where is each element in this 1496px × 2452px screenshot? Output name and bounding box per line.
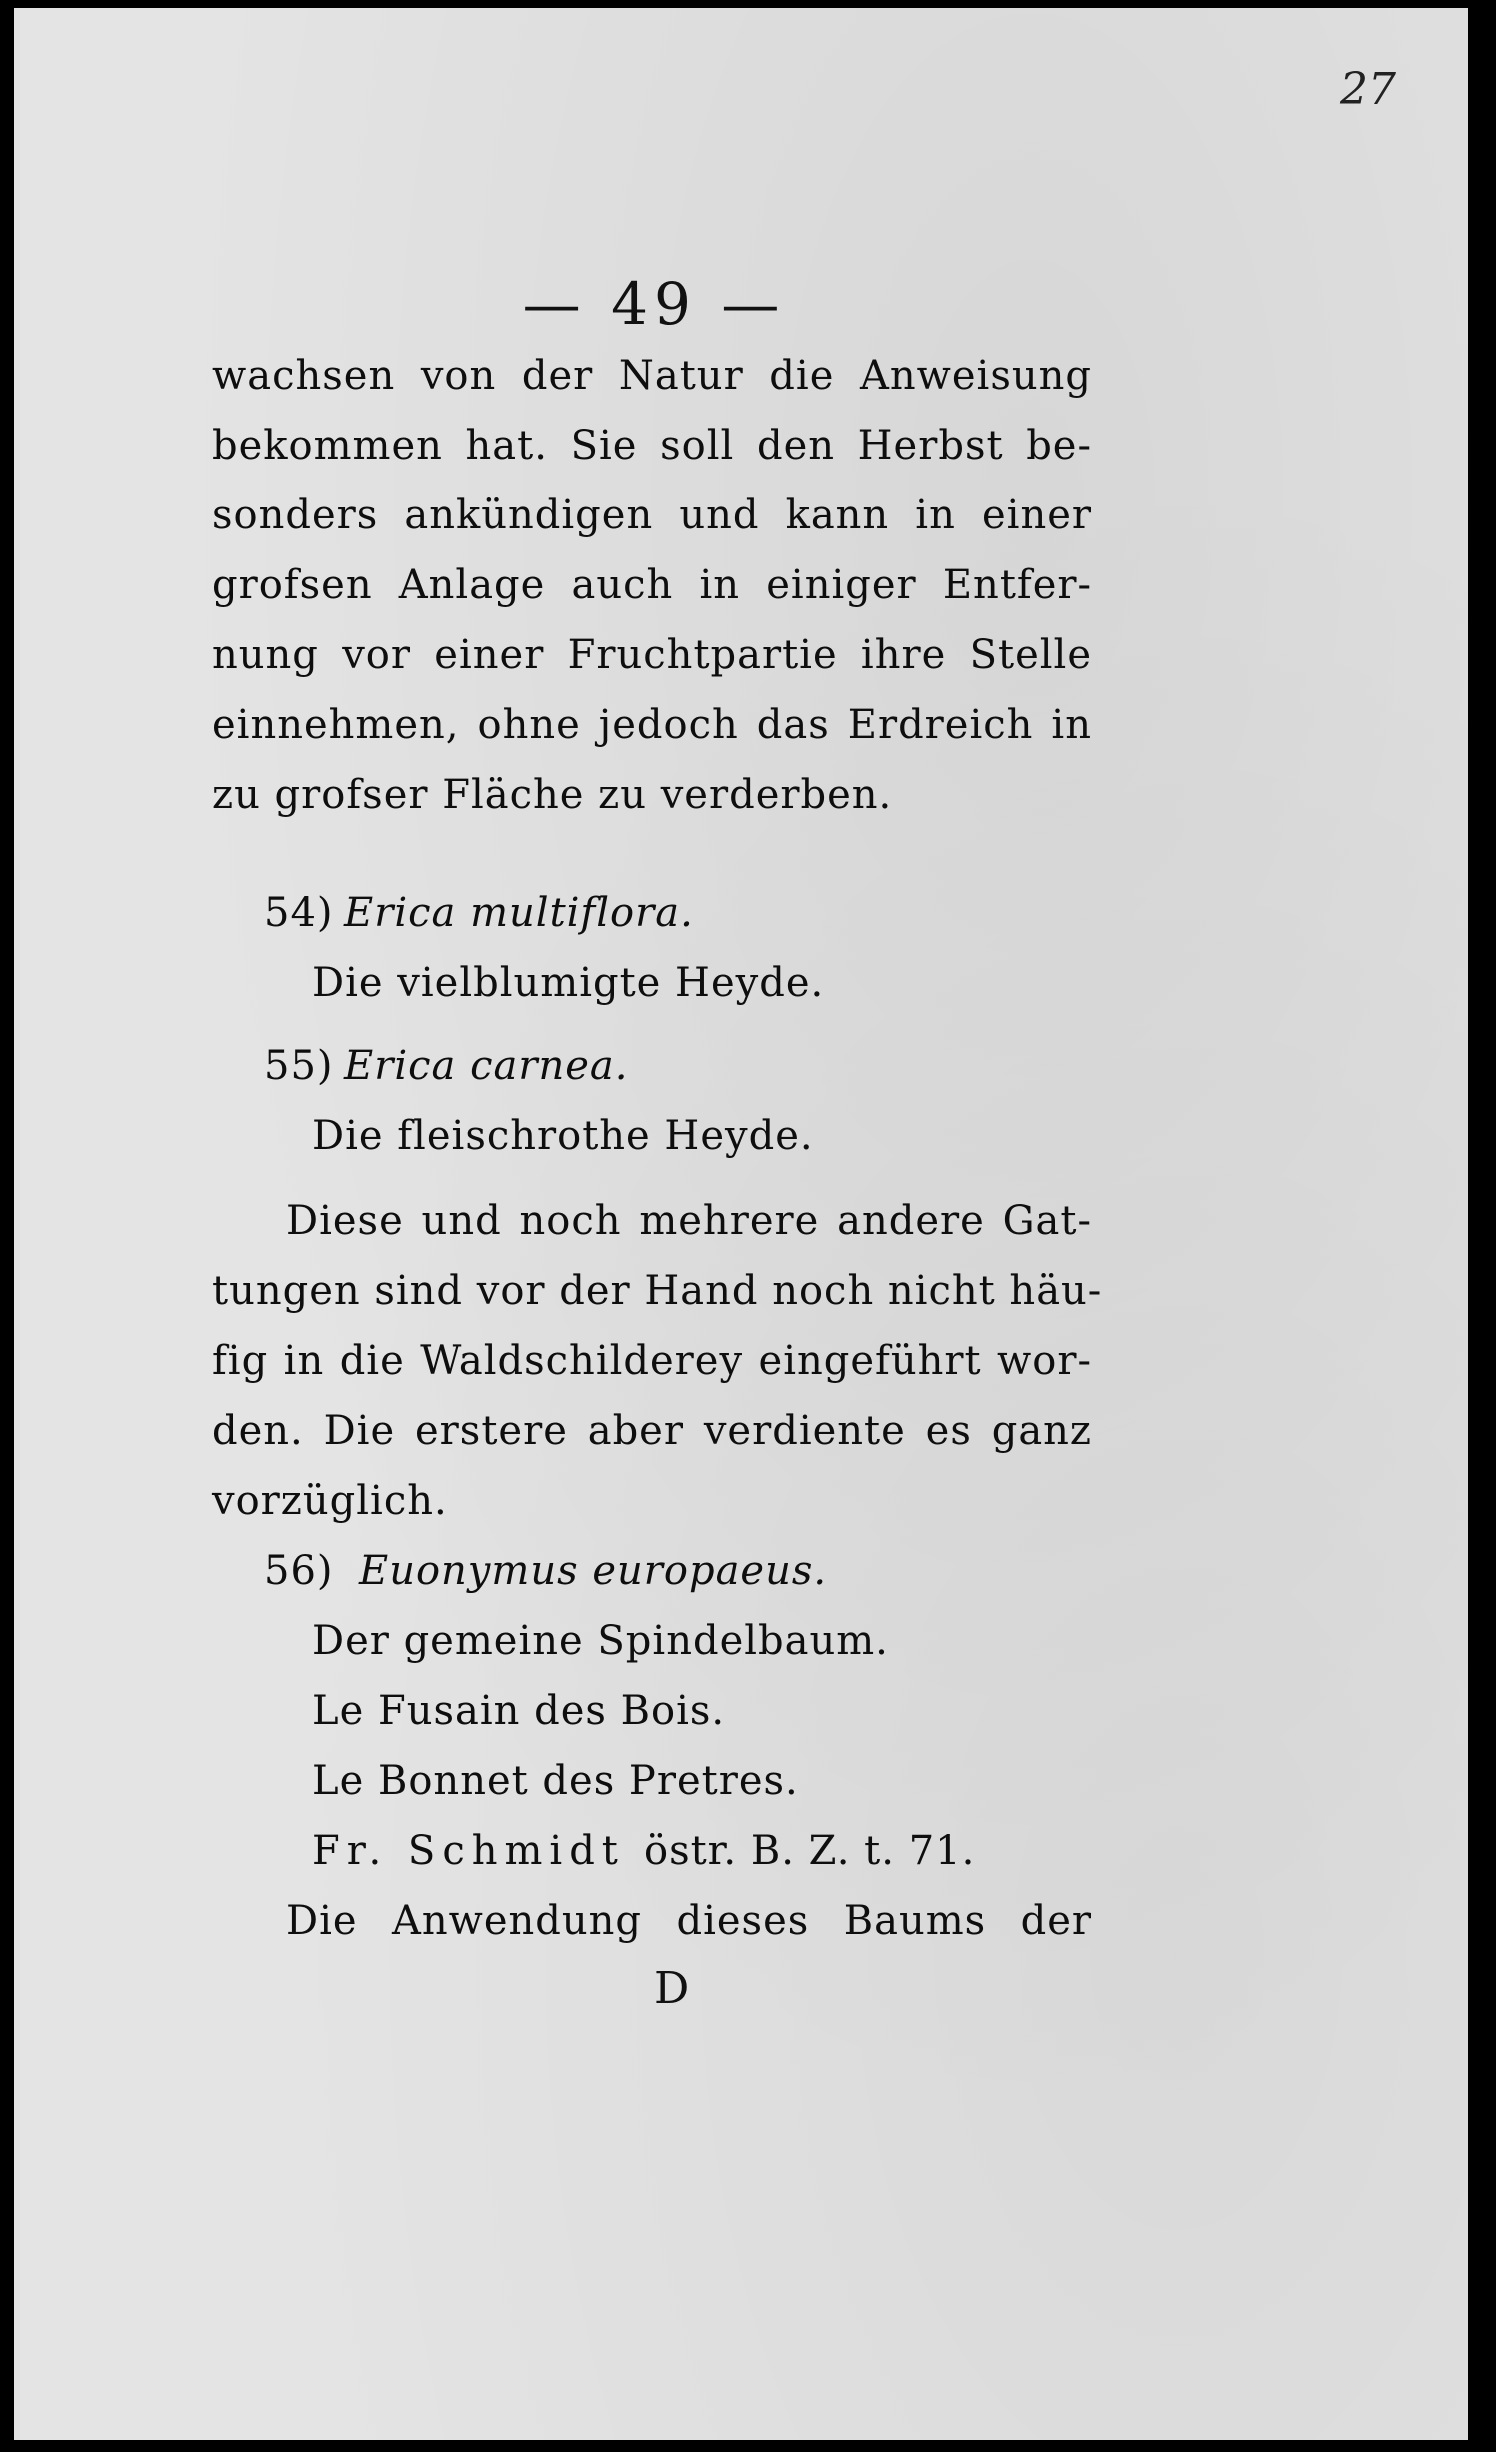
species-name: Erica multiflora. [344, 890, 694, 936]
page-number: — 49 — [522, 270, 786, 338]
text-line: den. Die erstere aber verdiente es ganz [212, 1408, 1092, 1454]
text-line: einnehmen, ohne jedoch das Erdreich in [212, 702, 1092, 748]
text-line: vorzüglich. [212, 1478, 448, 1524]
signature-mark: D [654, 1963, 690, 2014]
common-name: Die vielblumigte Heyde. [312, 960, 825, 1006]
entry-number: 55) [264, 1043, 334, 1089]
text-line: grofsen Anlage auch in einiger Entfer- [212, 562, 1092, 608]
reference-source: östr. B. Z. t. 71. [644, 1828, 976, 1874]
entry-number: 56) [264, 1548, 334, 1594]
species-name: Erica carnea. [344, 1043, 629, 1089]
text-line: nung vor einer Fruchtpartie ihre Stelle [212, 632, 1092, 678]
common-name-fr: Le Bonnet des Pretres. [312, 1758, 799, 1804]
common-name: Die fleischrothe Heyde. [312, 1113, 814, 1159]
text-line: sonders ankündigen und kann in einer [212, 492, 1092, 538]
reference-author: Fr. Schmidt [312, 1828, 625, 1874]
text-line: tungen sind vor der Hand noch nicht häu- [212, 1268, 1103, 1314]
text-line: wachsen von der Natur die Anweisung [212, 353, 1092, 399]
text-line: fig in die Waldschilderey eingeführt wor- [212, 1338, 1092, 1384]
text-line: bekommen hat. Sie soll den Herbst be- [212, 423, 1092, 469]
common-name-fr: Le Fusain des Bois. [312, 1688, 726, 1734]
text-line: Diese und noch mehrere andere Gat- [286, 1198, 1092, 1244]
common-name-de: Der gemeine Spindelbaum. [312, 1618, 889, 1664]
species-name: Euonymus europaeus. [359, 1548, 828, 1594]
leaf-number: 27 [1340, 64, 1396, 115]
book-page [14, 8, 1468, 2440]
text-line: Die Anwendung dieses Baums der [286, 1898, 1092, 1944]
entry-number: 54) [264, 890, 334, 936]
text-line: zu grofser Fläche zu verderben. [212, 772, 893, 818]
